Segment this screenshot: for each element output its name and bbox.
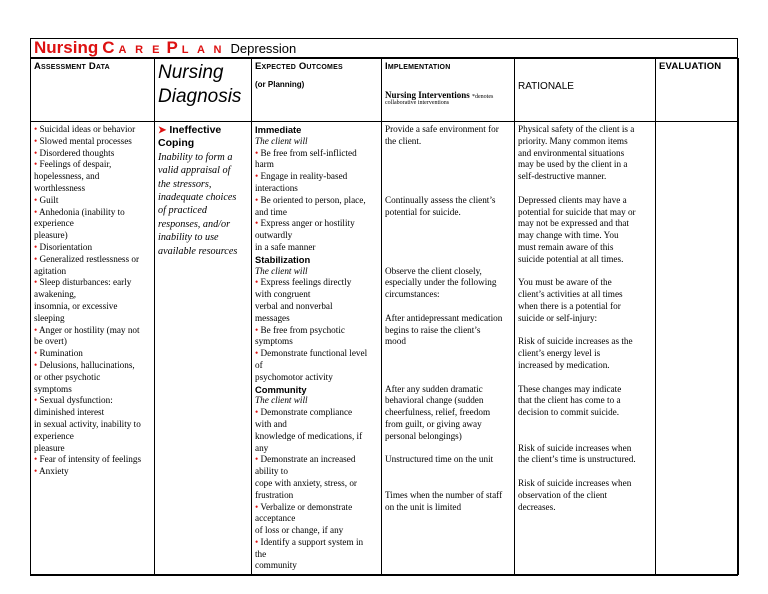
- page-title: [34, 39, 296, 59]
- bullet-icon: •: [255, 407, 261, 418]
- outcome-text: Demonstrate an increased: [260, 454, 356, 465]
- bullet-icon: •: [34, 241, 40, 252]
- care-plan-table: [30, 38, 738, 576]
- assessment-item: [34, 266, 151, 278]
- intervention-text: especially under the following: [385, 277, 497, 288]
- outcome-item: [255, 171, 378, 183]
- outcome-text: Express anger or hostility: [260, 218, 355, 229]
- assessment-text: Fear of intensity of feelings: [39, 454, 142, 465]
- intervention-text: potential for suicide.: [385, 206, 461, 217]
- assessment-text: pleasure): [34, 230, 68, 241]
- bullet-icon: •: [34, 135, 40, 146]
- outcome-intro: The client will: [255, 135, 308, 146]
- outcome-item: [255, 218, 378, 230]
- bullet-icon: •: [34, 159, 40, 170]
- assessment-text: awakening,: [34, 289, 77, 300]
- assessment-item: [34, 195, 151, 207]
- title-nursing: Nursing: [34, 38, 99, 57]
- outcome-intro: The client will: [255, 395, 308, 406]
- bullet-icon: •: [34, 124, 40, 134]
- assessment-text: be overt): [34, 336, 67, 347]
- assessment-text: agitation: [34, 265, 67, 276]
- assessment-item: [34, 395, 151, 407]
- intervention-text: begins to raise the client’s: [385, 324, 481, 335]
- bullet-icon: •: [255, 147, 261, 158]
- outcome-item: [255, 148, 378, 160]
- assessment-text: experience: [34, 430, 74, 441]
- bullet-icon: •: [34, 324, 40, 335]
- header-rationale: RATIONALE: [515, 59, 656, 122]
- diagnosis-text: inability to use: [158, 232, 219, 244]
- outcome-item: [255, 502, 378, 514]
- assessment-cell: [31, 122, 155, 575]
- assessment-item: [34, 183, 151, 195]
- outcome-item: [255, 407, 378, 419]
- assessment-item: [34, 348, 151, 360]
- bullet-icon: •: [34, 359, 40, 370]
- intervention-text: After antidepressant medication: [385, 312, 503, 323]
- rationale-cell: [515, 122, 656, 575]
- bullet-icon: •: [255, 171, 261, 182]
- spacer: [385, 301, 511, 313]
- diagnosis-text: available resources: [158, 245, 238, 257]
- rationale-text: observation of the client: [518, 489, 608, 500]
- spacer: [518, 325, 652, 337]
- assessment-item: [34, 136, 151, 148]
- outcome-text: acceptance: [255, 513, 296, 524]
- bullet-icon: •: [34, 395, 40, 406]
- intervention-text: behavioral change (sudden: [385, 395, 484, 406]
- assessment-item: [34, 124, 151, 136]
- spacer: [518, 183, 652, 195]
- outcome-text: and time: [255, 206, 287, 217]
- outcome-item: [255, 325, 378, 337]
- assessment-text: Guilt: [39, 194, 59, 205]
- assessment-text: Disordered thoughts: [39, 147, 115, 158]
- assessment-item: [34, 360, 151, 372]
- intervention-text: Observe the client closely,: [385, 265, 482, 276]
- intervention-text: from guilt, or giving away: [385, 418, 482, 429]
- intervention-text: mood: [385, 336, 406, 347]
- diagnosis-text: inadequate choices: [158, 192, 237, 204]
- outcome-item: [255, 277, 378, 289]
- diagnosis-text: the stressors,: [158, 178, 212, 190]
- intervention-text: Times when the number of staff: [385, 489, 503, 500]
- title-row: [31, 39, 737, 58]
- content-row: [31, 122, 739, 575]
- assessment-item: [34, 431, 151, 443]
- rationale-text: These changes may indicate: [518, 383, 622, 394]
- assessment-text: Generalized restlessness or: [39, 253, 140, 264]
- diagnosis-cell: ➤ Ineffective Coping Inability to form a valid appraisal of the stressors, inadequate choices of practiced responses, and/or inability to use available resources: [155, 122, 252, 575]
- diagnosis-text: of practiced: [158, 205, 207, 217]
- outcome-item: [255, 537, 378, 549]
- outcome-text: harm: [255, 159, 274, 170]
- rationale-text: Depressed clients may have a: [518, 194, 627, 205]
- outcome-text: Demonstrate functional level: [260, 348, 368, 359]
- outcome-text: in a safe manner: [255, 241, 316, 252]
- assessment-text: hopelessness, and: [34, 171, 100, 182]
- outcome-text: with congruent: [255, 289, 311, 300]
- assessment-item: [34, 207, 151, 219]
- plan-grid: [30, 58, 739, 575]
- assessment-text: Anger or hostility (may not: [39, 324, 140, 335]
- assessment-item: [34, 277, 151, 289]
- bullet-icon: •: [34, 454, 40, 465]
- assessment-item: [34, 148, 151, 160]
- bullet-icon: •: [255, 194, 261, 205]
- rationale-text: suicide or self-injury:: [518, 312, 598, 323]
- assessment-item: [34, 254, 151, 266]
- assessment-text: Feelings of despair,: [39, 159, 112, 170]
- outcome-item: [255, 195, 378, 207]
- rationale-text: that the client has come to a: [518, 395, 621, 406]
- assessment-item: [34, 336, 151, 348]
- header-interventions: Nursing Interventions *denotes: [385, 90, 494, 100]
- assessment-item: [34, 218, 151, 230]
- diagnosis-text: responses, and/or: [158, 218, 231, 230]
- assessment-item: [34, 171, 151, 183]
- assessment-text: Sleep disturbances: early: [39, 277, 132, 288]
- spacer: [385, 466, 511, 490]
- rationale-text: client’s activities at all times: [518, 289, 623, 300]
- bullet-icon: •: [255, 277, 261, 288]
- rationale-text: Risk of suicide increases when: [518, 442, 632, 453]
- assessment-text: experience: [34, 218, 74, 229]
- outcome-text: interactions: [255, 182, 298, 193]
- outcomes-cell: [252, 122, 382, 575]
- outcome-text: symptoms: [255, 336, 293, 347]
- rationale-text: suicide potential at all times.: [518, 253, 624, 264]
- spacer: [518, 466, 652, 478]
- outcome-text: Be oriented to person, place,: [260, 194, 366, 205]
- rationale-text: must remain aware of this: [518, 241, 614, 252]
- assessment-item: [34, 242, 151, 254]
- rationale-text: when there is a potential for: [518, 300, 621, 311]
- title-p: P: [166, 38, 178, 57]
- header-implementation: Implementation Nursing Interventions *denotes collaborative interventions: [382, 59, 515, 122]
- spacer: [385, 148, 511, 195]
- outcome-heading: Community: [255, 383, 307, 395]
- assessment-text: Rumination: [39, 348, 83, 359]
- assessment-text: pleasure: [34, 442, 65, 453]
- spacer: [385, 348, 511, 383]
- assessment-text: Anhedonia (inability to: [39, 206, 125, 217]
- bullet-icon: •: [34, 466, 40, 477]
- outcome-intro: The client will: [255, 265, 308, 276]
- title-c: C: [102, 38, 115, 57]
- rationale-text: client’s energy level is: [518, 348, 601, 359]
- assessment-text: insomnia, or excessive: [34, 300, 118, 311]
- assessment-text: Sexual dysfunction:: [39, 395, 113, 406]
- title-are: A R E: [118, 44, 163, 56]
- outcome-text: with and: [255, 418, 287, 429]
- rationale-text: potential for suicide that may or: [518, 206, 636, 217]
- outcome-text: community: [255, 560, 297, 571]
- assessment-text: Delusions, hallucinations,: [39, 359, 135, 370]
- intervention-text: Provide a safe environment for: [385, 124, 499, 134]
- outcome-item: [255, 348, 378, 360]
- assessment-item: [34, 289, 151, 301]
- header-nursing-diagnosis: [155, 59, 252, 122]
- bullet-icon: •: [255, 454, 261, 465]
- bullet-icon: •: [34, 206, 40, 217]
- rationale-text: Risk of suicide increases as the: [518, 336, 633, 347]
- header-diagnosis-word: Diagnosis: [158, 86, 242, 107]
- outcome-text: Be free from psychotic: [260, 324, 345, 335]
- interventions-cell: [382, 122, 515, 575]
- header-collab: collaborative interventions: [385, 100, 450, 106]
- intervention-text: on the unit is limited: [385, 501, 462, 512]
- assessment-text: or other psychotic: [34, 371, 101, 382]
- assessment-item: [34, 443, 151, 455]
- assessment-item: [34, 372, 151, 384]
- bullet-icon: •: [255, 324, 261, 335]
- outcome-text: any: [255, 442, 269, 453]
- outcome-heading: Stabilization: [255, 253, 311, 265]
- outcome-text: of: [255, 359, 263, 370]
- outcome-text: psychomotor activity: [255, 371, 333, 382]
- bullet-icon: •: [34, 277, 40, 288]
- rationale-text: self-destructive manner.: [518, 171, 607, 182]
- bullet-icon: •: [34, 147, 40, 158]
- outcome-text: Express feelings directly: [260, 277, 352, 288]
- rationale-text: decreases.: [518, 501, 556, 512]
- assessment-text: diminished interest: [34, 407, 105, 418]
- intervention-text: Continually assess the client’s: [385, 194, 496, 205]
- diagnosis-text: Inability to form a: [158, 151, 233, 163]
- assessment-item: [34, 407, 151, 419]
- assessment-item: [34, 313, 151, 325]
- bullet-icon: •: [255, 218, 261, 229]
- header-nursing-word: Nursing: [158, 62, 224, 83]
- outcome-text: cope with anxiety, stress, or: [255, 477, 357, 488]
- diagnosis-text: valid appraisal of: [158, 165, 231, 177]
- title-topic: Depression: [230, 41, 297, 56]
- bullet-icon: •: [34, 194, 40, 205]
- outcome-text: ability to: [255, 466, 288, 477]
- assessment-text: worthlessness: [34, 182, 86, 193]
- outcome-text: of loss or change, if any: [255, 525, 344, 536]
- assessment-text: in sexual activity, inability to: [34, 418, 141, 429]
- rationale-text: the client’s time is unstructured.: [518, 454, 636, 465]
- title-lan: L A N: [181, 44, 225, 56]
- assessment-text: Slowed mental processes: [39, 135, 132, 146]
- assessment-text: symptoms: [34, 383, 72, 394]
- outcome-text: Identify a support system in: [260, 536, 364, 547]
- assessment-text: Anxiety: [39, 466, 69, 477]
- outcome-text: Be free from self-inflicted: [260, 147, 357, 158]
- intervention-text: Unstructured time on the unit: [385, 454, 494, 465]
- outcome-text: the: [255, 548, 267, 559]
- outcome-heading: Immediate: [255, 124, 302, 135]
- rationale-text: Physical safety of the client is a: [518, 124, 635, 134]
- intervention-text: personal belongings): [385, 430, 462, 441]
- outcome-text: frustration: [255, 489, 294, 500]
- spacer: [385, 218, 511, 265]
- rationale-text: You must be aware of the: [518, 277, 612, 288]
- arrow-icon: ➤: [158, 125, 167, 136]
- assessment-text: Disorientation: [39, 241, 93, 252]
- assessment-item: [34, 384, 151, 396]
- intervention-text: cheerfulness, relief, freedom: [385, 407, 491, 418]
- assessment-item: [34, 159, 151, 171]
- assessment-item: [34, 466, 151, 478]
- outcome-text: Verbalize or demonstrate: [260, 501, 353, 512]
- evaluation-cell: [656, 122, 739, 575]
- outcome-item: [255, 454, 378, 466]
- assessment-item: [34, 301, 151, 313]
- intervention-text: circumstances:: [385, 289, 440, 300]
- bullet-icon: •: [255, 348, 261, 359]
- rationale-text: may change with time. You: [518, 230, 619, 241]
- assessment-item: [34, 419, 151, 431]
- header-evaluation: EVALUATION: [656, 59, 739, 122]
- intervention-text: the client.: [385, 135, 422, 146]
- rationale-text: may be used by the client in a: [518, 159, 628, 170]
- bullet-icon: •: [255, 501, 261, 512]
- outcome-text: outwardly: [255, 230, 293, 241]
- diagnosis-title: ➤ Ineffective: [158, 124, 222, 136]
- outcome-text: Demonstrate compliance: [260, 407, 353, 418]
- rationale-text: decision to commit suicide.: [518, 407, 620, 418]
- bullet-icon: •: [255, 536, 261, 547]
- rationale-text: and environmental situations: [518, 147, 625, 158]
- outcome-text: knowledge of medications, if: [255, 430, 363, 441]
- spacer: [518, 419, 652, 443]
- intervention-text: After any sudden dramatic: [385, 383, 483, 394]
- header-assessment: Assessment Data: [31, 59, 155, 122]
- bullet-icon: •: [34, 348, 40, 359]
- assessment-text: Suicidal ideas or behavior: [39, 124, 136, 134]
- assessment-item: [34, 230, 151, 242]
- outcome-text: verbal and nonverbal: [255, 300, 333, 311]
- assessment-item: [34, 325, 151, 337]
- spacer: [518, 372, 652, 384]
- rationale-text: increased by medication.: [518, 359, 610, 370]
- assessment-item: [34, 454, 151, 466]
- spacer: [518, 266, 652, 278]
- header-row: [31, 59, 739, 122]
- bullet-icon: •: [34, 253, 40, 264]
- spacer: [385, 443, 511, 455]
- assessment-text: sleeping: [34, 312, 65, 323]
- rationale-text: may not be expressed and that: [518, 218, 629, 229]
- outcome-text: Engage in reality-based: [260, 171, 348, 182]
- header-expected-outcomes: Expected Outcomes (or Planning): [252, 59, 382, 122]
- rationale-text: Risk of suicide increases when: [518, 477, 632, 488]
- outcome-text: messages: [255, 312, 290, 323]
- rationale-text: priority. Many common items: [518, 135, 628, 146]
